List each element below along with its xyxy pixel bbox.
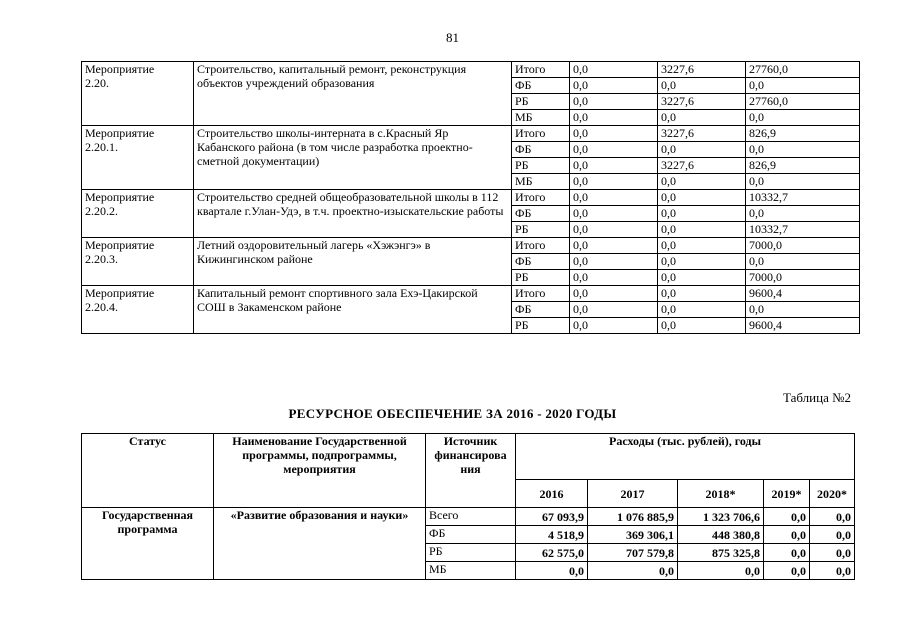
activity-id: Мероприятие 2.20. <box>82 62 194 126</box>
value-cell: 448 380,8 <box>678 526 764 544</box>
value-cell: 0,0 <box>746 142 860 158</box>
value-cell: 0,0 <box>570 126 658 142</box>
value-cell: 0,0 <box>570 318 658 334</box>
header-name: Наименование Государственной программы, подпрограммы, мероприятия <box>214 434 426 508</box>
activity-name: Капитальный ремонт спортивного зала Ехэ-Цакирской СОШ в Закаменском районе <box>194 286 512 334</box>
value-cell: 0,0 <box>678 562 764 580</box>
value-cell: 0,0 <box>810 544 855 562</box>
value-cell: 1 323 706,6 <box>678 508 764 526</box>
value-cell: 0,0 <box>658 222 746 238</box>
value-cell: 0,0 <box>570 254 658 270</box>
source-cell: Итого <box>512 238 570 254</box>
source-cell: ФБ <box>512 142 570 158</box>
value-cell: 0,0 <box>658 270 746 286</box>
value-cell: 0,0 <box>588 562 678 580</box>
source-cell: ФБ <box>512 206 570 222</box>
page-number: 81 <box>446 30 459 45</box>
value-cell: 0,0 <box>516 562 588 580</box>
activity-id: Мероприятие 2.20.4. <box>82 286 194 334</box>
value-cell: 707 579,8 <box>588 544 678 562</box>
value-cell: 3227,6 <box>658 158 746 174</box>
header-status: Статус <box>82 434 214 508</box>
value-cell: 0,0 <box>810 562 855 580</box>
source-cell: РБ <box>512 318 570 334</box>
source-cell: МБ <box>426 562 516 580</box>
value-cell: 0,0 <box>570 174 658 190</box>
source-cell: РБ <box>512 222 570 238</box>
table-row <box>82 62 860 78</box>
value-cell: 0,0 <box>658 110 746 126</box>
program-status: Государственная программа <box>82 508 214 580</box>
value-cell: 7000,0 <box>746 238 860 254</box>
resource-table <box>81 433 855 580</box>
table-number: Таблица №2 <box>782 390 851 405</box>
value-cell: 0,0 <box>570 62 658 78</box>
source-cell: ФБ <box>426 526 516 544</box>
year-2019: 2019* <box>764 480 810 508</box>
source-cell: МБ <box>512 110 570 126</box>
value-cell: 67 093,9 <box>516 508 588 526</box>
value-cell: 0,0 <box>570 270 658 286</box>
source-cell: РБ <box>512 94 570 110</box>
source-cell: МБ <box>512 174 570 190</box>
source-cell: ФБ <box>512 78 570 94</box>
value-cell: 7000,0 <box>746 270 860 286</box>
table-row <box>82 190 860 206</box>
value-cell: 0,0 <box>764 508 810 526</box>
value-cell: 4 518,9 <box>516 526 588 544</box>
value-cell: 0,0 <box>658 238 746 254</box>
value-cell: 0,0 <box>658 302 746 318</box>
source-cell: ФБ <box>512 254 570 270</box>
value-cell: 10332,7 <box>746 222 860 238</box>
value-cell: 0,0 <box>746 254 860 270</box>
value-cell: 0,0 <box>658 254 746 270</box>
year-2020: 2020* <box>810 480 855 508</box>
source-cell: РБ <box>512 158 570 174</box>
value-cell: 0,0 <box>764 562 810 580</box>
value-cell: 0,0 <box>658 206 746 222</box>
value-cell: 0,0 <box>810 508 855 526</box>
value-cell: 0,0 <box>570 302 658 318</box>
table-row <box>82 238 860 254</box>
header-expenses: Расходы (тыс. рублей), годы <box>516 434 855 480</box>
activity-id: Мероприятие 2.20.2. <box>82 190 194 238</box>
value-cell: 0,0 <box>570 238 658 254</box>
value-cell: 0,0 <box>570 78 658 94</box>
source-cell: ФБ <box>512 302 570 318</box>
value-cell: 27760,0 <box>746 94 860 110</box>
value-cell: 826,9 <box>746 158 860 174</box>
activity-name: Строительство средней общеобразовательной школы в 112 квартале г.Улан-Удэ, в т.ч. проектно-изыскательские работы <box>194 190 512 238</box>
value-cell: 0,0 <box>570 110 658 126</box>
value-cell: 0,0 <box>810 526 855 544</box>
activities-table <box>81 61 860 334</box>
value-cell: 0,0 <box>764 526 810 544</box>
value-cell: 0,0 <box>570 190 658 206</box>
header-source: Источник финансирова ния <box>426 434 516 508</box>
value-cell: 0,0 <box>570 158 658 174</box>
value-cell: 1 076 885,9 <box>588 508 678 526</box>
source-cell: Итого <box>512 286 570 302</box>
activity-id: Мероприятие 2.20.1. <box>82 126 194 190</box>
activity-name: Строительство, капитальный ремонт, реконструкция объектов учреждений образования <box>194 62 512 126</box>
source-cell: Итого <box>512 126 570 142</box>
value-cell: 0,0 <box>746 302 860 318</box>
value-cell: 0,0 <box>746 206 860 222</box>
year-2017: 2017 <box>588 480 678 508</box>
value-cell: 3227,6 <box>658 94 746 110</box>
activity-id: Мероприятие 2.20.3. <box>82 238 194 286</box>
value-cell: 62 575,0 <box>516 544 588 562</box>
value-cell: 0,0 <box>570 222 658 238</box>
value-cell: 9600,4 <box>746 318 860 334</box>
program-name: «Развитие образования и науки» <box>214 508 426 580</box>
value-cell: 0,0 <box>764 544 810 562</box>
value-cell: 875 325,8 <box>678 544 764 562</box>
value-cell: 0,0 <box>570 142 658 158</box>
value-cell: 3227,6 <box>658 62 746 78</box>
activity-name: Летний оздоровительный лагерь «Хэжэнгэ» в Кижингинском районе <box>194 238 512 286</box>
value-cell: 0,0 <box>746 110 860 126</box>
table-row <box>82 126 860 142</box>
source-cell: Всего <box>426 508 516 526</box>
value-cell: 9600,4 <box>746 286 860 302</box>
value-cell: 0,0 <box>658 174 746 190</box>
source-cell: Итого <box>512 62 570 78</box>
year-2018: 2018* <box>678 480 764 508</box>
value-cell: 826,9 <box>746 126 860 142</box>
value-cell: 0,0 <box>658 190 746 206</box>
value-cell: 10332,7 <box>746 190 860 206</box>
value-cell: 0,0 <box>746 78 860 94</box>
value-cell: 0,0 <box>658 78 746 94</box>
value-cell: 369 306,1 <box>588 526 678 544</box>
source-cell: РБ <box>512 270 570 286</box>
value-cell: 0,0 <box>570 94 658 110</box>
value-cell: 0,0 <box>658 142 746 158</box>
table-row <box>82 286 860 302</box>
value-cell: 0,0 <box>658 286 746 302</box>
value-cell: 0,0 <box>658 318 746 334</box>
activity-name: Строительство школы-интерната в с.Красный Яр Кабанского района (в том числе разработка проектно-сметной документации) <box>194 126 512 190</box>
source-cell: РБ <box>426 544 516 562</box>
value-cell: 0,0 <box>746 174 860 190</box>
value-cell: 0,0 <box>570 286 658 302</box>
table-title: РЕСУРСНОЕ ОБЕСПЕЧЕНИЕ ЗА 2016 - 2020 ГОДЫ <box>288 406 617 421</box>
value-cell: 0,0 <box>570 206 658 222</box>
year-2016: 2016 <box>516 480 588 508</box>
source-cell: Итого <box>512 190 570 206</box>
value-cell: 27760,0 <box>746 62 860 78</box>
value-cell: 3227,6 <box>658 126 746 142</box>
